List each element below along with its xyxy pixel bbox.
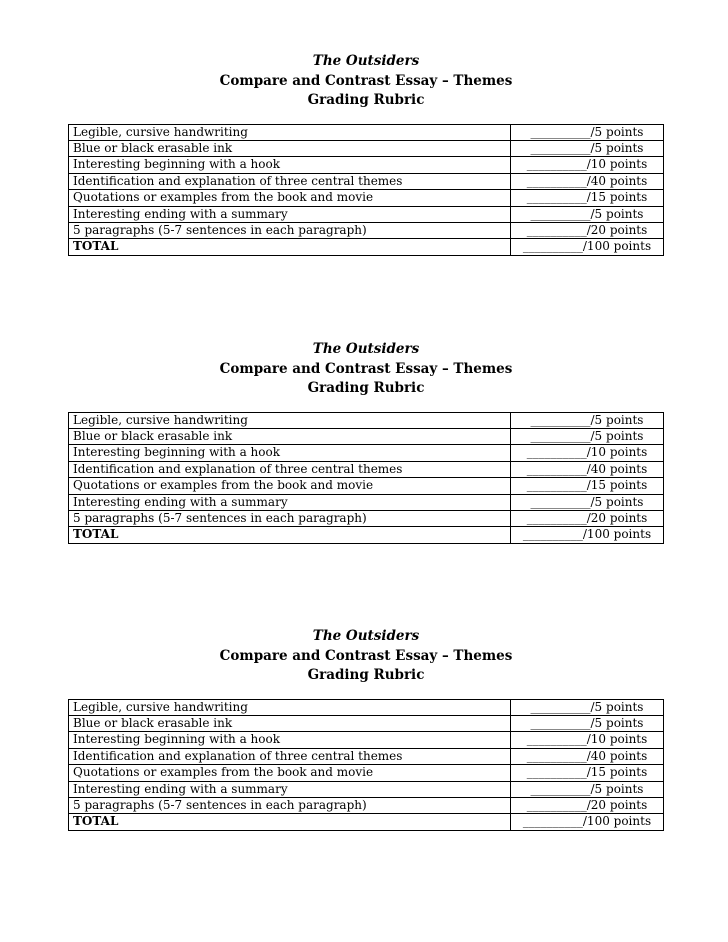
- criterion-cell: Blue or black erasable ink: [69, 715, 511, 731]
- points-cell: __________/40 points: [511, 173, 664, 189]
- rubric-label: Grading Rubric: [307, 380, 425, 396]
- total-label: TOTAL: [73, 814, 119, 829]
- total-label: TOTAL: [73, 527, 119, 542]
- criterion-cell: Interesting ending with a summary: [69, 206, 511, 222]
- table-row: [69, 510, 664, 526]
- total-points-cell: __________/100 points: [511, 814, 664, 830]
- rubric-heading: [68, 52, 664, 111]
- table-row: [69, 699, 664, 715]
- total-points-cell: __________/100 points: [511, 527, 664, 543]
- table-row: [69, 748, 664, 764]
- points-cell: __________/20 points: [511, 222, 664, 238]
- table-row: [69, 222, 664, 238]
- rubric-heading: [68, 340, 664, 399]
- table-row: [69, 140, 664, 156]
- rubric-2: [68, 340, 664, 544]
- points-cell: __________/5 points: [511, 699, 664, 715]
- points-cell: __________/10 points: [511, 732, 664, 748]
- points-cell: __________/5 points: [511, 206, 664, 222]
- points-cell: __________/5 points: [511, 428, 664, 444]
- criterion-cell: Identification and explanation of three central themes: [69, 748, 511, 764]
- table-row: [69, 445, 664, 461]
- table-row: [69, 478, 664, 494]
- criterion-cell: Identification and explanation of three central themes: [69, 173, 511, 189]
- rubric-title: The Outsiders: [312, 628, 420, 644]
- rubric-table: [68, 412, 664, 544]
- table-row: [69, 461, 664, 477]
- criterion-cell: Quotations or examples from the book and movie: [69, 190, 511, 206]
- table-row: [69, 797, 664, 813]
- points-cell: __________/40 points: [511, 461, 664, 477]
- rubric-subtitle: Compare and Contrast Essay – Themes: [219, 360, 513, 377]
- table-row: [69, 781, 664, 797]
- points-cell: __________/15 points: [511, 190, 664, 206]
- criterion-cell: 5 paragraphs (5-7 sentences in each paragraph): [69, 222, 511, 238]
- rubric-subtitle: Compare and Contrast Essay – Themes: [219, 647, 513, 664]
- table-row: [69, 715, 664, 731]
- table-row: [69, 494, 664, 510]
- table-row: [69, 157, 664, 173]
- rubric-title: The Outsiders: [312, 341, 420, 357]
- criterion-cell: Blue or black erasable ink: [69, 428, 511, 444]
- total-row: [69, 814, 664, 830]
- table-row: [69, 124, 664, 140]
- total-row: [69, 239, 664, 255]
- points-cell: __________/10 points: [511, 445, 664, 461]
- criterion-cell: Legible, cursive handwriting: [69, 699, 511, 715]
- criterion-cell: 5 paragraphs (5-7 sentences in each paragraph): [69, 797, 511, 813]
- points-cell: __________/5 points: [511, 124, 664, 140]
- criterion-cell: Interesting beginning with a hook: [69, 445, 511, 461]
- points-cell: __________/5 points: [511, 494, 664, 510]
- rubric-table: [68, 124, 664, 256]
- criterion-cell: Interesting beginning with a hook: [69, 157, 511, 173]
- rubric-heading: [68, 627, 664, 686]
- points-cell: __________/20 points: [511, 510, 664, 526]
- table-row: [69, 732, 664, 748]
- criterion-cell: Quotations or examples from the book and movie: [69, 478, 511, 494]
- rubric-1: [68, 52, 664, 256]
- criterion-cell: Interesting ending with a summary: [69, 494, 511, 510]
- table-row: [69, 173, 664, 189]
- points-cell: __________/5 points: [511, 781, 664, 797]
- criterion-cell: Legible, cursive handwriting: [69, 412, 511, 428]
- rubric-label: Grading Rubric: [307, 92, 425, 108]
- table-row: [69, 765, 664, 781]
- criterion-cell: Interesting beginning with a hook: [69, 732, 511, 748]
- total-points-cell: __________/100 points: [511, 239, 664, 255]
- criterion-cell: Quotations or examples from the book and movie: [69, 765, 511, 781]
- criterion-cell: Identification and explanation of three central themes: [69, 461, 511, 477]
- criterion-cell: Legible, cursive handwriting: [69, 124, 511, 140]
- points-cell: __________/5 points: [511, 140, 664, 156]
- rubric-subtitle: Compare and Contrast Essay – Themes: [219, 72, 513, 89]
- points-cell: __________/10 points: [511, 157, 664, 173]
- table-row: [69, 412, 664, 428]
- points-cell: __________/20 points: [511, 797, 664, 813]
- rubric-3: [68, 627, 664, 831]
- rubric-label: Grading Rubric: [307, 667, 425, 683]
- table-row: [69, 190, 664, 206]
- total-row: [69, 527, 664, 543]
- points-cell: __________/15 points: [511, 765, 664, 781]
- table-row: [69, 428, 664, 444]
- rubric-title: The Outsiders: [312, 53, 420, 69]
- criterion-cell: Blue or black erasable ink: [69, 140, 511, 156]
- points-cell: __________/40 points: [511, 748, 664, 764]
- points-cell: __________/15 points: [511, 478, 664, 494]
- criterion-cell: 5 paragraphs (5-7 sentences in each paragraph): [69, 510, 511, 526]
- points-cell: __________/5 points: [511, 412, 664, 428]
- table-row: [69, 206, 664, 222]
- criterion-cell: Interesting ending with a summary: [69, 781, 511, 797]
- points-cell: __________/5 points: [511, 715, 664, 731]
- total-label: TOTAL: [73, 239, 119, 254]
- rubric-table: [68, 699, 664, 831]
